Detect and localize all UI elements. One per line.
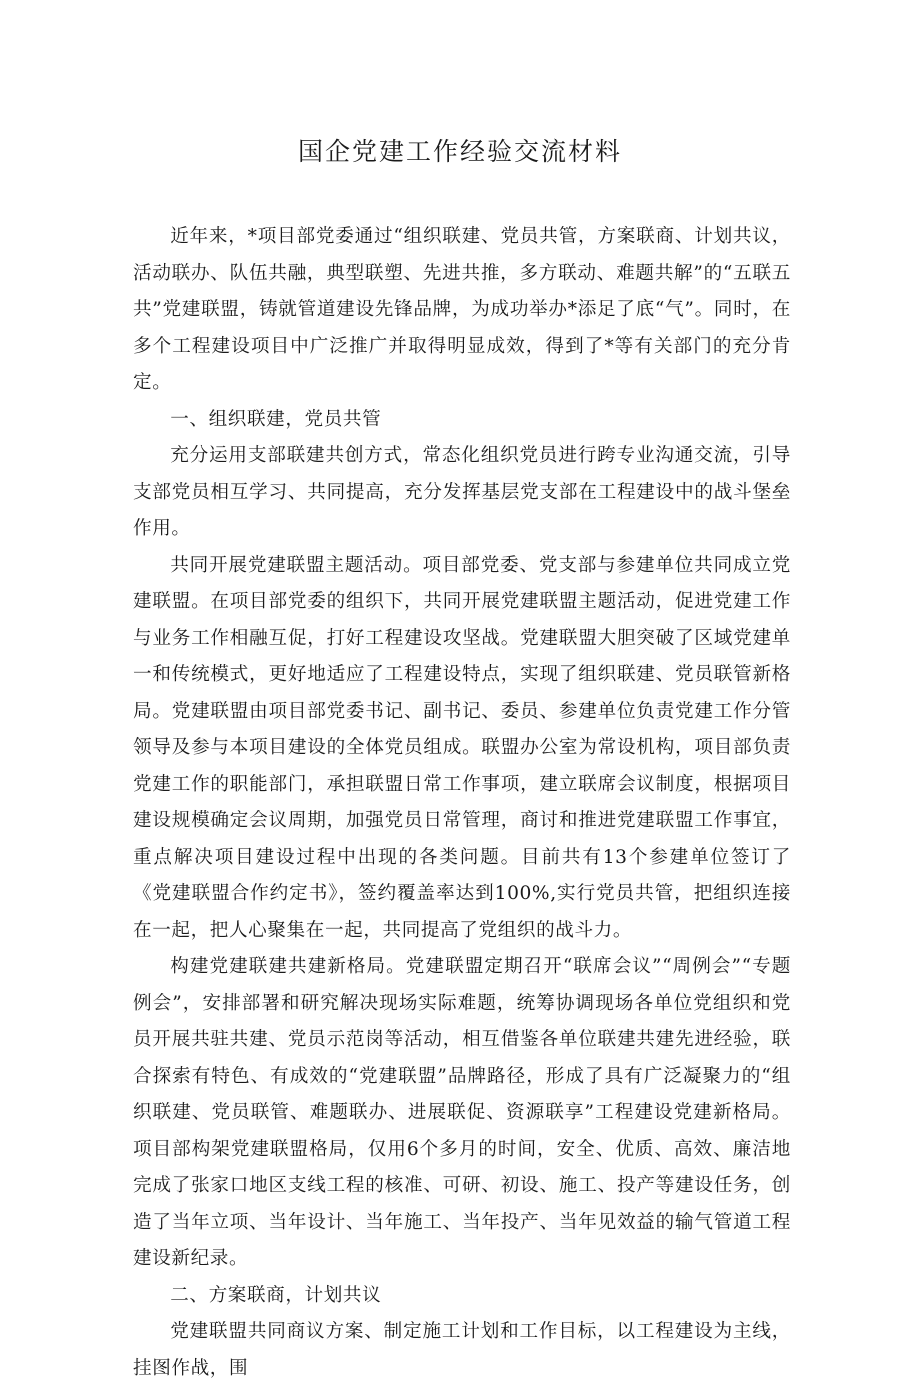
- paragraph: 充分运用支部联建共创方式，常态化组织党员进行跨专业沟通交流，引导支部党员相互学习、共同提高，充分发挥基层党支部在工程建设中的战斗堡垒作用。: [133, 445, 791, 539]
- paragraph: 党建联盟共同商议方案、制定施工计划和工作目标，以工程建设为主线，挂图作战，围: [133, 1321, 791, 1379]
- section-heading-1: 一、组织联建，党员共管: [170, 408, 382, 430]
- paragraph: 构建党建联建共建新格局。党建联盟定期召开“联席会议”“周例会”“专题例会”，安排部署和研究解决现场实际难题，统筹协调现场各单位党组织和党员开展共驻共建、党员示范岗等活动，相互借鉴各单位联建共建先进经验，联合探索有特色、有成效的“党建联盟”品牌路径，形成了具有广泛凝聚力的“组织联建、党员联管、难题联办、进展联促、资源联享”工程建设党建新格局。项目部构架党建联盟格局，仅用6个多月的时间，安全、优质、高效、廉洁地完成了张家口地区支线工程的核准、可研、初设、施工、投产等建设任务，创造了当年立项、当年设计、当年施工、当年投产、当年见效益的输气管道工程建设新纪录。: [133, 956, 791, 1269]
- paragraph: 共同开展党建联盟主题活动。项目部党委、党支部与参建单位共同成立党建联盟。在项目部党委的组织下，共同开展党建联盟主题活动，促进党建工作与业务工作相融互促，打好工程建设攻坚战。党建联盟大胆突破了区域党建单一和传统模式，更好地适应了工程建设特点，实现了组织联建、党员联管新格局。党建联盟由项目部党委书记、副书记、委员、参建单位负责党建工作分管领导及参与本项目建设的全体党员组成。联盟办公室为常设机构，项目部负责党建工作的职能部门，承担联盟日常工作事项，建立联席会议制度，根据项目建设规模确定会议周期，加强党员日常管理，商讨和推进党建联盟工作事宜，重点解决项目建设过程中出现的各类问题。目前共有13个参建单位签订了《党建联盟合作约定书》，签约覆盖率达到100%,实行党员共管，把组织连接在一起，把人心聚集在一起，共同提高了党组织的战斗力。: [133, 554, 791, 941]
- document-body: [133, 219, 791, 1387]
- document-title: 国企党建工作经验交流材料: [297, 137, 622, 166]
- intro-paragraph: 近年来，*项目部党委通过“组织联建、党员共管，方案联商、计划共议，活动联办、队伍共融，典型联塑、先进共推，多方联动、难题共解”的“五联五共”党建联盟，铸就管道建设先锋品牌，为成功举办*添足了底“气”。同时，在多个工程建设项目中广泛推广并取得明显成效，得到了*等有关部门的充分肯定。: [133, 226, 791, 393]
- section-heading-2: 二、方案联商，计划共议: [170, 1284, 382, 1306]
